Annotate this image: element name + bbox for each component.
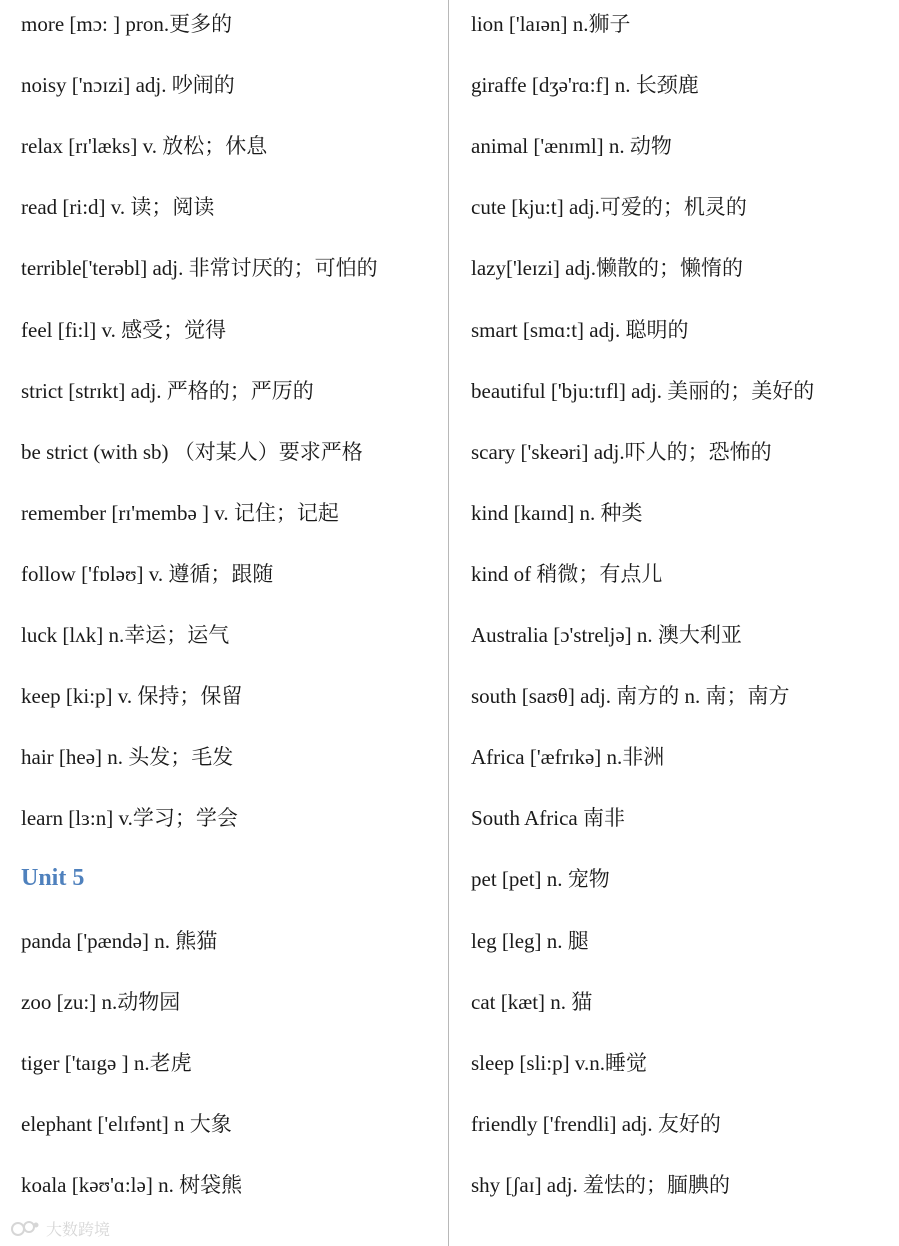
vocab-entry: beautiful ['bju:tɪfl] adj. 美丽的；美好的 — [471, 379, 815, 403]
vocab-entry: kind of 稍微；有点儿 — [471, 562, 663, 586]
vocab-entry: remember [rɪ'membə ] v. 记住；记起 — [21, 501, 339, 525]
vocab-entry: leg [leg] n. 腿 — [471, 929, 589, 953]
vocab-entry: south [saʊθ] adj. 南方的 n. 南；南方 — [471, 684, 790, 708]
vocab-entry: lazy['leɪzi] adj.懒散的；懒惰的 — [471, 256, 744, 280]
vocab-entry: animal ['ænɪml] n. 动物 — [471, 134, 672, 158]
vocab-entry: noisy ['nɔɪzi] adj. 吵闹的 — [21, 73, 235, 97]
vocab-entry: tiger ['taɪgə ] n.老虎 — [21, 1051, 192, 1075]
vocab-entry: luck [lʌk] n.幸运；运气 — [21, 623, 230, 647]
vocab-entry: shy [ʃaɪ] adj. 羞怯的；腼腆的 — [471, 1173, 730, 1197]
vocab-entry: more [mɔ: ] pron.更多的 — [21, 12, 233, 36]
vocab-entry: lion ['laɪən] n.狮子 — [471, 12, 631, 36]
vocab-entry: scary ['skeəri] adj.吓人的；恐怖的 — [471, 440, 772, 464]
vocab-entry: relax [rɪ'læks] v. 放松；休息 — [21, 134, 268, 158]
unit-heading: Unit 5 — [21, 865, 85, 891]
vocab-entry: cute [kju:t] adj.可爱的；机灵的 — [471, 195, 747, 219]
watermark-text: 大数跨境 — [46, 1222, 111, 1239]
vocab-entry: friendly ['frendli] adj. 友好的 — [471, 1112, 721, 1136]
vocab-entry: strict [strɪkt] adj. 严格的；严厉的 — [21, 379, 314, 403]
vocab-entry: Australia [ɔ'streljə] n. 澳大利亚 — [471, 623, 742, 647]
vocab-entry: cat [kæt] n. 猫 — [471, 990, 593, 1014]
vocab-entry: koala [kəʊ'ɑ:lə] n. 树袋熊 — [21, 1173, 243, 1197]
vocab-entry: pet [pet] n. 宠物 — [471, 867, 610, 891]
vocab-entry: kind [kaɪnd] n. 种类 — [471, 501, 643, 525]
vocab-entry: zoo [zu:] n.动物园 — [21, 990, 181, 1014]
vocab-entry: follow ['fɒləʊ] v. 遵循；跟随 — [21, 562, 274, 586]
vocab-entry: hair [heə] n. 头发；毛发 — [21, 745, 234, 769]
watermark-logo-icon — [10, 1219, 40, 1239]
vocab-entry: terrible['terəbl] adj. 非常讨厌的；可怕的 — [21, 256, 378, 280]
vocab-entry: feel [fi:l] v. 感受；觉得 — [21, 318, 227, 342]
vocab-entry: keep [ki:p] v. 保持；保留 — [21, 684, 243, 708]
column-divider — [448, 0, 449, 1246]
vocab-entry: Africa ['æfrɪkə] n.非洲 — [471, 745, 665, 769]
vocab-entry: be strict (with sb) （对某人）要求严格 — [21, 440, 363, 464]
vocab-entry: South Africa 南非 — [471, 806, 625, 830]
vocab-entry: sleep [sli:p] v.n.睡觉 — [471, 1051, 647, 1075]
vocab-entry: panda ['pændə] n. 熊猫 — [21, 929, 218, 953]
vocab-entry: smart [smɑ:t] adj. 聪明的 — [471, 318, 689, 342]
vocab-entry: elephant ['elɪfənt] n 大象 — [21, 1112, 232, 1136]
vocab-entry: read [ri:d] v. 读；阅读 — [21, 195, 215, 219]
vocab-entry: learn [lɜ:n] v.学习；学会 — [21, 806, 238, 830]
watermark — [10, 1217, 110, 1240]
vocab-entry: giraffe [dʒə'rɑ:f] n. 长颈鹿 — [471, 73, 699, 97]
